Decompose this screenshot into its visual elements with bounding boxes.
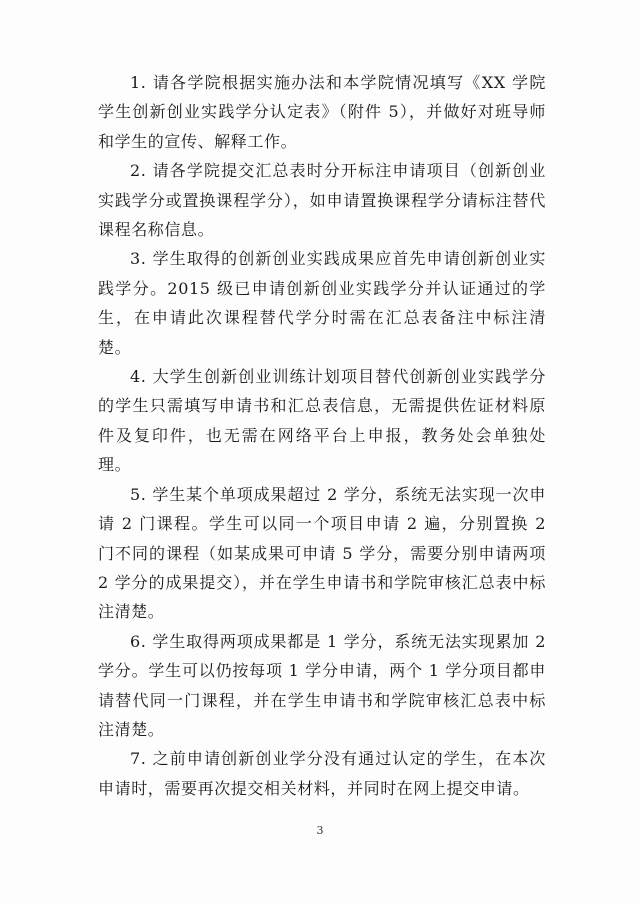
page-number: 3 <box>316 824 324 837</box>
paragraph-6: 6. 学生取得两项成果都是 1 学分，系统无法实现累加 2 学分。学生可以仍按每项 1 学分申请，两个 1 学分项目都申请替代同一门课程，并在学生申请书和学院审核汇总表中标注清楚。 <box>98 631 546 739</box>
document-body <box>98 68 546 803</box>
paragraph-3: 3. 学生取得的创新创业实践成果应首先申请创新创业实践学分。2015 级已申请创新创业实践学分并认证通过的学生，在申请此次课程替代学分时需在汇总表备注中标注清楚。 <box>98 249 546 357</box>
paragraph-7: 7. 之前申请创新创业学分没有通过认定的学生，在本次申请时，需要再次提交相关材料，并同时在网上提交申请。 <box>98 749 546 798</box>
paragraph-1: 1. 请各学院根据实施办法和本学院情况填写《XX 学院学生创新创业实践学分认定表》（附件 5），并做好对班导师和学生的宣传、解释工作。 <box>98 73 546 151</box>
paragraph-4: 4. 大学生创新创业训练计划项目替代创新创业实践学分的学生只需填写申请书和汇总表信息，无需提供佐证材料原件及复印件，也无需在网络平台上申报，教务处会单独处理。 <box>98 367 546 475</box>
paragraph-2: 2. 请各学院提交汇总表时分开标注申请项目（创新创业实践学分或置换课程学分），如申请置换课程学分请标注替代课程名称信息。 <box>98 161 546 240</box>
paragraph-5: 5. 学生某个单项成果超过 2 学分，系统无法实现一次申请 2 门课程。学生可以同一个项目申请 2 遍，分别置换 2 门不同的课程（如某成果可申请 5 学分，需要分别申请两项 2 学分的成果提交），并在学生申请书和学院审核汇总表中标注清楚。 <box>98 484 546 622</box>
